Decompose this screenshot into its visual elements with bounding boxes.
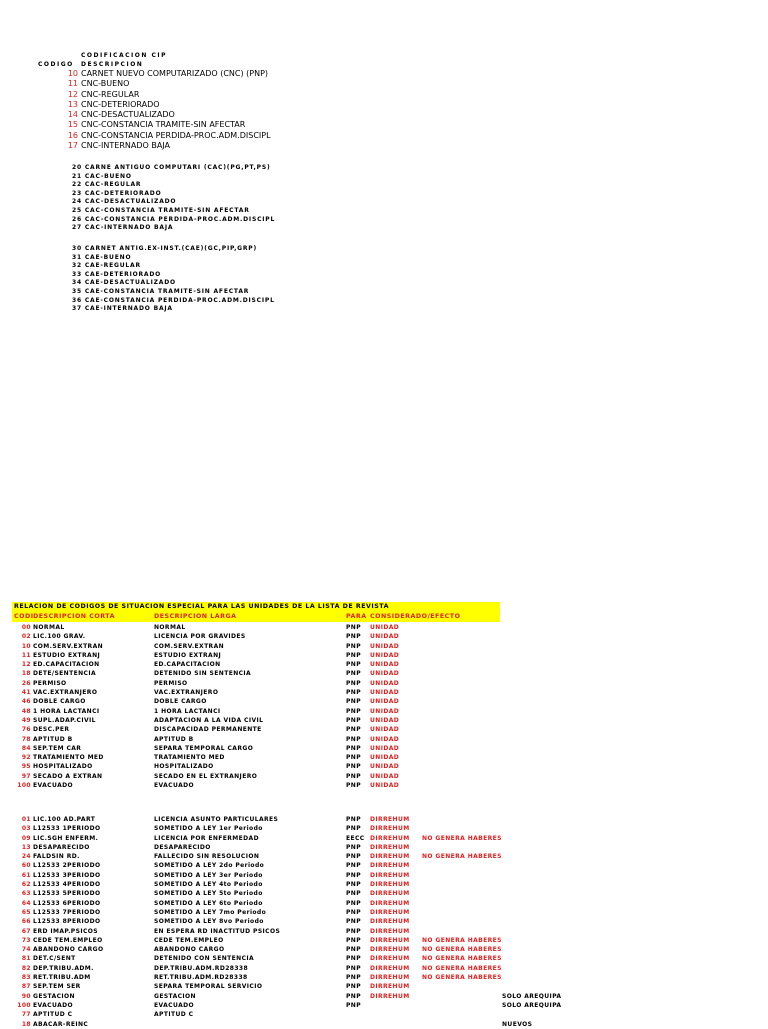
table-cell: SOMETIDO A LEY 8vo Periodo <box>154 918 264 926</box>
table-cell: DIRREHUM <box>370 927 410 935</box>
codificacion-header: CODIFICACION CIP <box>81 52 167 59</box>
col-header-para: PARA <box>346 613 367 620</box>
table-cell: PNP <box>346 689 362 697</box>
table-cell: PNP <box>346 679 362 687</box>
table-cell: PNP <box>346 772 362 780</box>
table-cell: DIRREHUM <box>370 825 410 833</box>
table-cell: 1 HORA LACTANCI <box>33 707 100 715</box>
table-cell: 18 <box>21 1020 31 1028</box>
table-cell: PNP <box>346 782 362 790</box>
table-cell: LICENCIA POR GRAVIDES <box>154 633 246 641</box>
table-cell: 13 <box>21 843 31 851</box>
table-cell: PNP <box>346 862 362 870</box>
table-cell: 74 <box>21 946 31 954</box>
table-cell: PNP <box>346 816 362 823</box>
table-cell: PNP <box>346 763 362 771</box>
table-cell: 82 <box>21 964 31 972</box>
table-cell: SOMETIDO A LEY 1er Periodo <box>154 825 263 833</box>
table-cell: SOMETIDO A LEY 7mo Periodo <box>154 908 267 916</box>
table-cell: UNIDAD <box>370 754 400 762</box>
table-cell: 97 <box>21 772 31 780</box>
list-item: 20 CARNE ANTIGUO COMPUTARI (CAC)(PG,PT,PS) <box>72 164 271 171</box>
table-cell: CEDE TEM.EMPLEO <box>33 936 103 944</box>
table-cell: APTITUD B <box>154 735 194 743</box>
table-cell: 65 <box>21 908 31 916</box>
list-item: 36 CAE-CONSTANCIA PERDIDA-PROC.ADM.DISCIPL <box>72 296 275 304</box>
table-cell: NO GENERA HABERES <box>422 853 502 861</box>
list-item: 15 CNC-CONSTANCIA TRAMITE-SIN AFECTAR <box>67 120 246 130</box>
table-cell: 02 <box>21 633 31 641</box>
table-cell: PNP <box>346 871 362 879</box>
table-cell: SEP.TEM CAR <box>33 744 82 752</box>
table-cell: PNP <box>346 964 362 972</box>
table-cell: NO GENERA HABERES <box>422 964 502 972</box>
table-cell: LICENCIA POR ENFERMEDAD <box>154 834 259 842</box>
table-cell: 49 <box>21 716 31 724</box>
table-cell: APTITUD C <box>154 1011 194 1019</box>
table-cell: UNIDAD <box>370 633 400 641</box>
table-cell: NO GENERA HABERES <box>422 834 502 842</box>
table-cell: 83 <box>21 974 31 982</box>
list-item: 34 CAE-DESACTUALIZADO <box>72 279 176 287</box>
col-header-descripcion-corta: DESCRIPCION CORTA <box>33 613 115 620</box>
table-cell: DIRREHUM <box>370 853 410 861</box>
table-cell: CEDE TEM.EMPLEO <box>154 936 224 944</box>
table-cell: COM.SERV.EXTRAN <box>154 642 225 650</box>
table-cell: UNIDAD <box>370 763 400 771</box>
table-cell: 100 <box>17 1001 31 1009</box>
table-cell: PNP <box>346 853 362 861</box>
relacion-title: RELACION DE CODIGOS DE SITUACION ESPECIAL PARA LAS UNIDADES DE LA LISTA DE REVISTA <box>14 603 389 610</box>
table-cell: DIRREHUM <box>370 834 410 842</box>
table-cell: SEPARA TEMPORAL SERVICIO <box>154 983 263 991</box>
table-cell: SOLO AREQUIPA <box>502 992 562 1000</box>
table-cell: VAC.EXTRANJERO <box>33 689 98 697</box>
table-cell: PNP <box>346 1001 362 1009</box>
table-cell: L12533 2PERIODO <box>33 862 101 870</box>
table-cell: PNP <box>346 983 362 991</box>
table-cell: 61 <box>21 871 31 879</box>
table-cell: EVACUADO <box>33 782 73 790</box>
table-cell: 12 <box>21 661 31 669</box>
table-cell: PNP <box>346 651 362 659</box>
table-cell: DIRREHUM <box>370 843 410 851</box>
list-item: 27 CAC-INTERNADO BAJA <box>72 224 174 232</box>
table-cell: SOMETIDO A LEY 2do Periodo <box>154 862 265 870</box>
table-cell: LIC.SGH ENFERM. <box>33 834 99 842</box>
table-cell: SOMETIDO A LEY 3er Periodo <box>154 871 263 879</box>
table-cell: DESAPARECIDO <box>154 843 211 851</box>
table-cell: DESC.PER <box>33 726 70 734</box>
table-cell: UNIDAD <box>370 670 400 678</box>
table-cell: UNIDAD <box>370 651 400 659</box>
table-cell: LICENCIA ASUNTO PARTICULARES <box>154 816 279 823</box>
table-cell: HOSPITALIZADO <box>154 763 214 771</box>
table-cell: PNP <box>346 992 362 1000</box>
table-cell: UNIDAD <box>370 726 400 734</box>
table-cell: 66 <box>21 918 31 926</box>
table-cell: UNIDAD <box>370 716 400 724</box>
table-cell: UNIDAD <box>370 707 400 715</box>
table-cell: 95 <box>21 763 31 771</box>
table-cell: EN ESPERA RD INACTITUD PSICOS <box>154 927 281 935</box>
table-cell: 76 <box>21 726 31 734</box>
table-cell: APTITUD B <box>33 735 73 743</box>
table-cell: 77 <box>21 1011 31 1019</box>
table-cell: 78 <box>21 735 31 743</box>
table-cell: ESTUDIO EXTRANJ <box>33 651 101 659</box>
cac-list <box>72 164 275 233</box>
table-cell: L12533 4PERIODO <box>33 881 101 889</box>
table-cell: SOLO AREQUIPA <box>502 1001 562 1009</box>
table-cell: PNP <box>346 707 362 715</box>
table-cell: PNP <box>346 661 362 669</box>
table-cell: EVACUADO <box>154 782 194 790</box>
table-cell: LIC.100 AD.PART <box>33 816 96 823</box>
table-cell: DIRREHUM <box>370 955 410 963</box>
table-cell: DIRREHUM <box>370 946 410 954</box>
table-cell: 64 <box>21 899 31 907</box>
list-item: 35 CAE-CONSTANCIA TRAMITE-SIN AFECTAR <box>72 287 250 295</box>
table-cell: PNP <box>346 624 362 631</box>
table-cell: PNP <box>346 670 362 678</box>
table-cell: EECC <box>346 834 365 842</box>
table-cell: DIRREHUM <box>370 816 410 823</box>
table-cell: DIRREHUM <box>370 890 410 898</box>
table-cell: 63 <box>21 890 31 898</box>
table-cell: PNP <box>346 890 362 898</box>
table-cell: DIRREHUM <box>370 881 410 889</box>
table-cell: SOMETIDO A LEY 6to Periodo <box>154 899 263 907</box>
table-cell: 100 <box>17 782 31 790</box>
cae-list <box>72 245 275 314</box>
table-cell: DIRREHUM <box>370 862 410 870</box>
table-cell: LIC.100 GRAV. <box>33 633 86 641</box>
table-cell: 24 <box>21 853 31 861</box>
table-cell: DETENIDO CON SENTENCIA <box>154 955 255 963</box>
table-cell: PNP <box>346 881 362 889</box>
table-cell: 81 <box>21 955 31 963</box>
table-cell: SECADO A EXTRAN <box>33 772 103 780</box>
table-cell: DIRREHUM <box>370 964 410 972</box>
table-cell: 03 <box>21 825 31 833</box>
list-item: 32 CAE-REGULAR <box>72 262 141 270</box>
list-item: 14 CNC-DESACTUALIZADO <box>67 110 175 120</box>
table-cell: UNIDAD <box>370 689 400 697</box>
table-cell: 92 <box>21 754 31 762</box>
table-cell: ABACAR-REINC <box>33 1020 89 1028</box>
list-item: 37 CAE-INTERNADO BAJA <box>72 305 173 313</box>
table-cell: NO GENERA HABERES <box>422 955 502 963</box>
list-item: 33 CAE-DETERIORADO <box>72 270 162 278</box>
table-cell: PERMISO <box>33 679 67 687</box>
table-cell: EVACUADO <box>154 1001 194 1009</box>
table-cell: DEP.TRIBU.ADM.RD28338 <box>154 964 249 972</box>
table-cell: UNIDAD <box>370 744 400 752</box>
table-cell: 10 <box>21 642 31 650</box>
table-cell: HOSPITALIZADO <box>33 763 93 771</box>
table-cell: 1 HORA LACTANCI <box>154 707 221 715</box>
table-cell: FALDSIN RD. <box>33 853 80 861</box>
table-cell: 26 <box>21 679 31 687</box>
table-cell: DET.C/SENT <box>33 955 76 963</box>
table-cell: DOBLE CARGO <box>154 698 207 706</box>
list-item: 13 CNC-DETERIORADO <box>67 99 160 109</box>
table-cell: DISCAPACIDAD PERMANENTE <box>154 726 262 734</box>
table-cell: DIRREHUM <box>370 983 410 991</box>
table-cell: UNIDAD <box>370 661 400 669</box>
table-cell: NORMAL <box>154 624 186 631</box>
table-cell: 48 <box>21 707 31 715</box>
table-cell: 46 <box>21 698 31 706</box>
table-cell: PERMISO <box>154 679 188 687</box>
table-cell: EVACUADO <box>33 1001 73 1009</box>
list-item: 21 CAC-BUENO <box>72 172 132 180</box>
table-cell: NO GENERA HABERES <box>422 936 502 944</box>
table-cell: PNP <box>346 825 362 833</box>
table-cell: 84 <box>21 744 31 752</box>
table-cell: UNIDAD <box>370 679 400 687</box>
table-cell: PNP <box>346 946 362 954</box>
table-cell: NORMAL <box>33 624 65 631</box>
table-cell: 90 <box>21 992 31 1000</box>
col-header-considerado: CONSIDERADO/EFECTO <box>370 613 461 620</box>
table-cell: UNIDAD <box>370 624 400 631</box>
table-cell: DIRREHUM <box>370 908 410 916</box>
table-cell: UNIDAD <box>370 642 400 650</box>
table-cell: 18 <box>21 670 31 678</box>
table-cell: L12533 8PERIODO <box>33 918 101 926</box>
table-cell: 67 <box>21 927 31 935</box>
table-cell: PNP <box>346 843 362 851</box>
list-item: 24 CAC-DESACTUALIZADO <box>72 198 177 206</box>
table-cell: DOBLE CARGO <box>33 698 86 706</box>
table-cell: PNP <box>346 918 362 926</box>
list-item: 26 CAC-CONSTANCIA PERDIDA-PROC.ADM.DISCIPL <box>72 215 276 223</box>
table-cell: RET.TRIBU.ADM.RD28338 <box>154 974 248 982</box>
table-cell: 62 <box>21 881 31 889</box>
table-cell: L12533 3PERIODO <box>33 871 101 879</box>
list-item: 11 CNC-BUENO <box>67 79 130 89</box>
table-cell: DETENIDO SIN SENTENCIA <box>154 670 252 678</box>
descripcion-header: DESCRIPCION <box>81 61 144 68</box>
table-cell: 09 <box>21 834 31 842</box>
table-cell: ABANDONO CARGO <box>154 946 225 954</box>
table-cell: PNP <box>346 974 362 982</box>
table-cell: GESTACION <box>33 992 75 1000</box>
col-header-codi: CODI <box>14 613 34 620</box>
table-cell: APTITUD C <box>33 1011 73 1019</box>
table-cell: TRATAMIENTO MED <box>33 754 104 762</box>
table-cell: 41 <box>21 689 31 697</box>
table-cell: ERD IMAP.PSICOS <box>33 927 98 935</box>
table-cell: L12533 7PERIODO <box>33 908 101 916</box>
table-cell: SOMETIDO A LEY 4to Periodo <box>154 881 263 889</box>
table-cell: UNIDAD <box>370 698 400 706</box>
table-cell: DIRREHUM <box>370 974 410 982</box>
table-cell: NO GENERA HABERES <box>422 974 502 982</box>
table-cell: 60 <box>21 862 31 870</box>
table-cell: PNP <box>346 744 362 752</box>
table-cell: TRATAMIENTO MED <box>154 754 225 762</box>
table-cell: ADAPTACION A LA VIDA CIVIL <box>154 716 264 724</box>
table-cell: VAC.EXTRANJERO <box>154 689 219 697</box>
table-cell: UNIDAD <box>370 735 400 743</box>
table-cell: SUPL.ADAP.CIVIL <box>33 716 96 724</box>
relacion-title-bar <box>12 602 500 622</box>
table-cell: PNP <box>346 955 362 963</box>
table-cell: 87 <box>21 983 31 991</box>
list-item: 30 CARNET ANTIG.EX-INST.(CAE)(GC,PIP,GRP) <box>72 245 258 252</box>
table-cell: ESTUDIO EXTRANJ <box>154 651 222 659</box>
list-item: 16 CNC-CONSTANCIA PERDIDA-PROC.ADM.DISCIPL <box>67 130 271 140</box>
list-item: 17 CNC-INTERNADO BAJA <box>67 141 170 151</box>
table-cell: FALLECIDO SIN RESOLUCION <box>154 853 260 861</box>
table-cell: ABANDONO CARGO <box>33 946 104 954</box>
table-cell: DIRREHUM <box>370 918 410 926</box>
table-cell: PNP <box>346 927 362 935</box>
list-item: 22 CAC-REGULAR <box>72 181 142 189</box>
table-cell: PNP <box>346 726 362 734</box>
table-cell: DIRREHUM <box>370 871 410 879</box>
table-cell: DESAPARECIDO <box>33 843 90 851</box>
table-cell: L12533 5PERIODO <box>33 890 101 898</box>
list-item: 10 CARNET NUEVO COMPUTARIZADO (CNC) (PNP) <box>67 69 269 78</box>
list-item: 23 CAC-DETERIORADO <box>72 189 162 197</box>
table-cell: L12533 6PERIODO <box>33 899 101 907</box>
table-cell: RET.TRIBU.ADM <box>33 974 91 982</box>
codigo-header: CODIGO <box>38 61 74 68</box>
table-cell: DETE/SENTENCIA <box>33 670 96 678</box>
cnc-list <box>64 69 271 151</box>
table-cell: ED.CAPACITACION <box>154 661 221 669</box>
table-cell: DEP.TRIBU.ADM. <box>33 964 94 972</box>
table-cell: PNP <box>346 899 362 907</box>
table-cell: 11 <box>21 651 31 659</box>
table-cell: UNIDAD <box>370 782 400 790</box>
table-cell: DIRREHUM <box>370 936 410 944</box>
table-cell: GESTACION <box>154 992 196 1000</box>
list-item: 12 CNC-REGULAR <box>67 89 140 99</box>
table-cell: PNP <box>346 936 362 944</box>
table-cell: 01 <box>21 816 31 823</box>
table-cell: PNP <box>346 698 362 706</box>
col-header-descripcion-larga: DESCRIPCION LARGA <box>154 613 237 620</box>
table-cell: COM.SERV.EXTRAN <box>33 642 104 650</box>
table-cell: SECADO EN EL EXTRANJERO <box>154 772 258 780</box>
table-cell: 00 <box>21 624 31 631</box>
list-item: 31 CAE-BUENO <box>72 253 132 261</box>
table-cell: PNP <box>346 642 362 650</box>
table-cell: PNP <box>346 908 362 916</box>
table-cell: L12533 1PERIODO <box>33 825 101 833</box>
table-cell: PNP <box>346 735 362 743</box>
table-cell: NO GENERA HABERES <box>422 946 502 954</box>
table-cell: SOMETIDO A LEY 5to Periodo <box>154 890 263 898</box>
table-cell: DIRREHUM <box>370 899 410 907</box>
table-cell: SEP.TEM SER <box>33 983 81 991</box>
table-cell: SEPARA TEMPORAL CARGO <box>154 744 254 752</box>
table-cell: PNP <box>346 754 362 762</box>
table-cell: NUEVOS <box>502 1020 533 1028</box>
table-cell: 73 <box>21 936 31 944</box>
table-cell: PNP <box>346 716 362 724</box>
table-cell: PNP <box>346 633 362 641</box>
table-cell: DIRREHUM <box>370 992 410 1000</box>
table-cell: UNIDAD <box>370 772 400 780</box>
list-item: 25 CAC-CONSTANCIA TRAMITE-SIN AFECTAR <box>72 206 250 214</box>
table-cell: ED.CAPACITACION <box>33 661 100 669</box>
